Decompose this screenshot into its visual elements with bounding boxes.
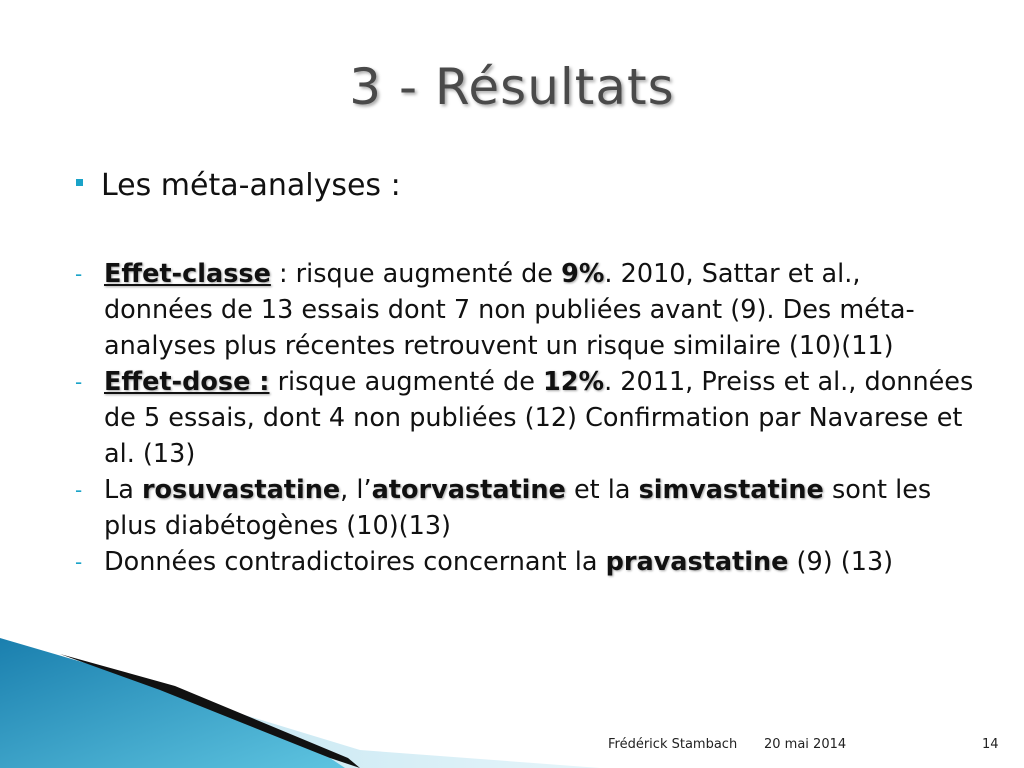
- item-text: risque augmenté de: [269, 367, 544, 397]
- item-text: (9) (13): [788, 547, 894, 577]
- slide-title: 3 - Résultats: [349, 58, 675, 116]
- item-text: La: [104, 475, 142, 505]
- drug-name: atorvastatine: [371, 475, 566, 505]
- dash-bullet-icon: -: [75, 262, 83, 286]
- square-bullet-icon: [76, 179, 83, 186]
- list-item: [75, 364, 975, 472]
- item-text: et la: [565, 475, 639, 505]
- list-item: [75, 256, 975, 364]
- item-text: . 2010, Sattar et al., données de 13 essais dont 7 non publiées avant (9). Des méta-analyses plus récentes retrouvent un risque similaire (10)(11): [104, 259, 915, 361]
- footer-page-number: 14: [982, 737, 999, 752]
- dash-bullet-icon: -: [75, 550, 83, 574]
- item-percentage: 12%: [543, 367, 605, 397]
- dash-bullet-icon: -: [75, 370, 83, 394]
- list-item: [75, 544, 975, 580]
- sub-bullet-list: [75, 256, 975, 580]
- drug-name: simvastatine: [638, 475, 824, 505]
- item-text: Données contradictoires concernant la: [104, 547, 606, 577]
- item-percentage: 9%: [561, 259, 605, 289]
- footer-date: 20 mai 2014: [764, 737, 847, 752]
- item-text: , l’: [340, 475, 372, 505]
- item-keyword: Effet-classe: [104, 259, 271, 289]
- decorative-wave: [0, 638, 1024, 768]
- footer-author: Frédérick Stambach: [608, 737, 738, 752]
- item-text: : risque augmenté de: [270, 259, 562, 289]
- main-bullet: [76, 168, 401, 203]
- dash-bullet-icon: -: [75, 478, 83, 502]
- item-keyword: Effet-dose :: [104, 367, 270, 397]
- drug-name: pravastatine: [605, 547, 789, 577]
- drug-name: rosuvastatine: [141, 475, 341, 505]
- item-text: . 2011, Preiss et al., données de 5 essais, dont 4 non publiées (12) Confirmation par Navarese et al. (13): [104, 367, 974, 469]
- main-bullet-text: Les méta-analyses :: [101, 168, 401, 203]
- item-text: sont les plus diabétogènes (10)(13): [104, 475, 932, 541]
- list-item: [75, 472, 975, 544]
